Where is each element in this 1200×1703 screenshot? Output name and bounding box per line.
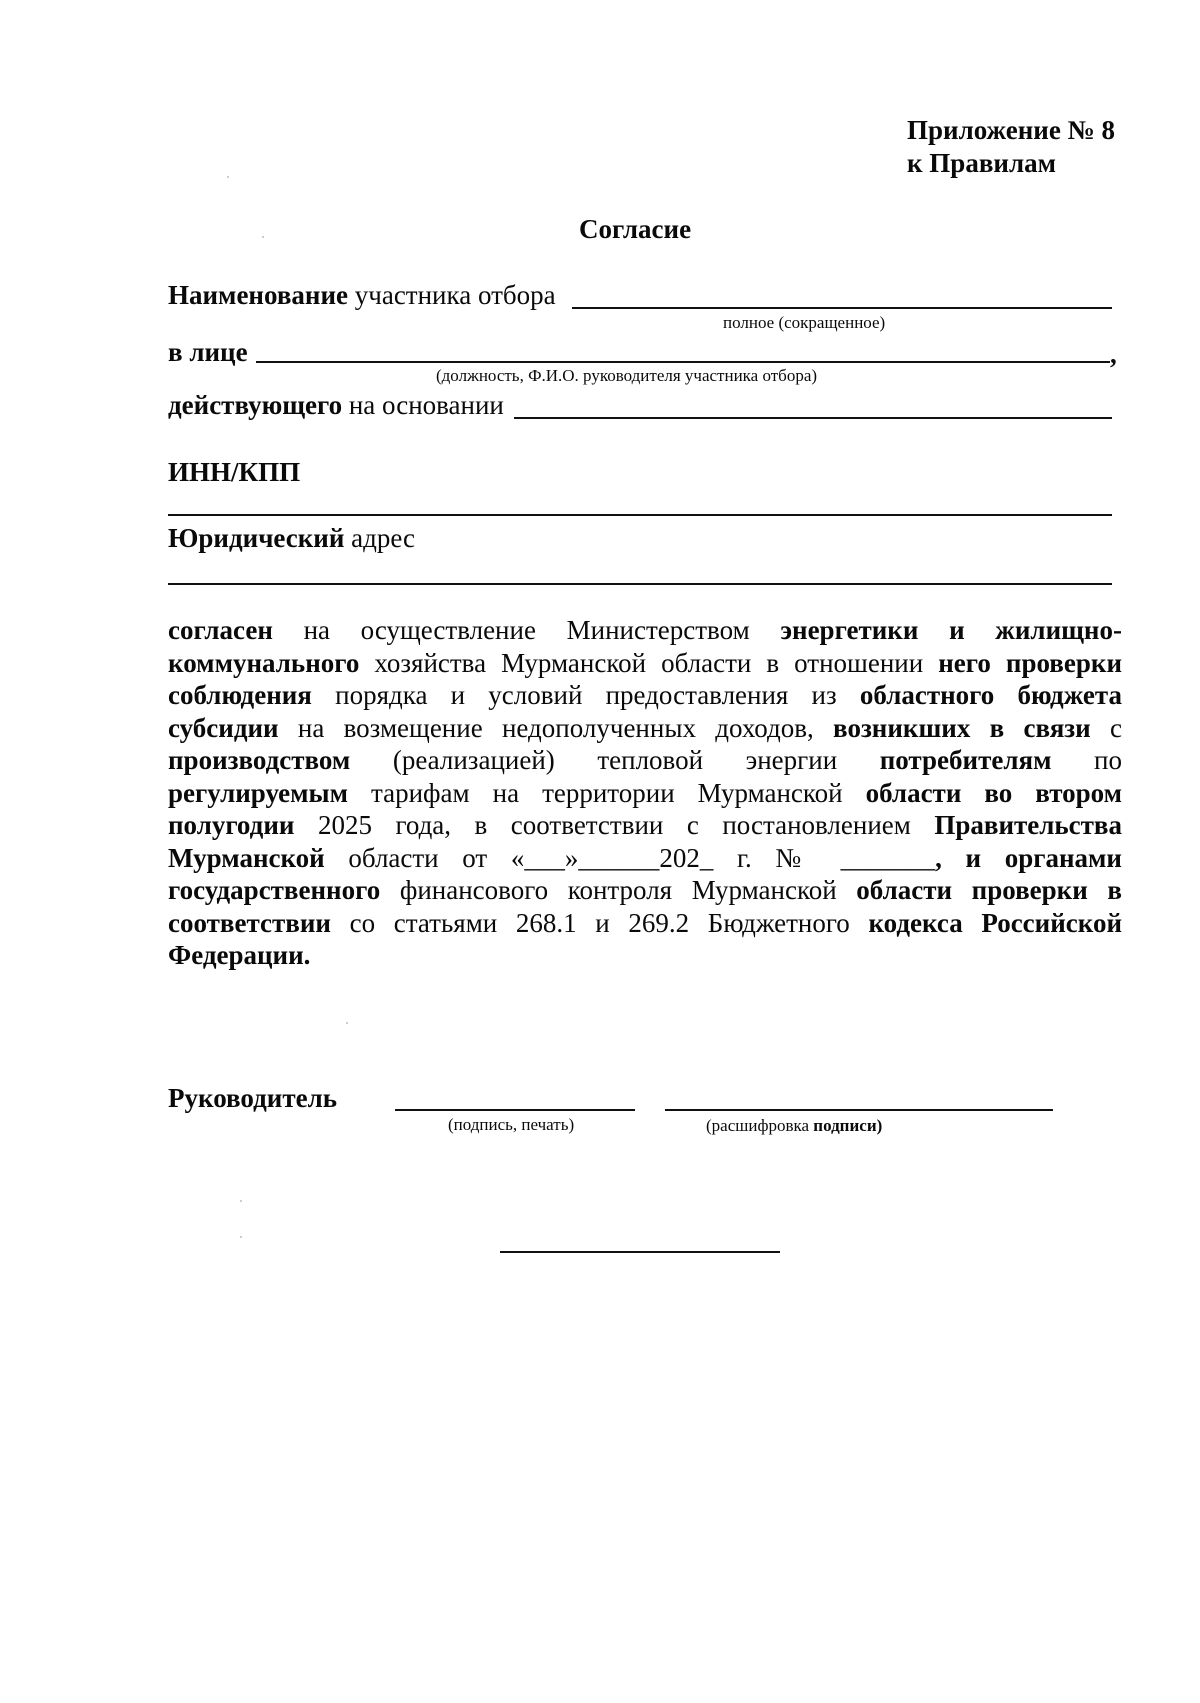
- inn-kpp-line[interactable]: [168, 514, 1112, 516]
- consent-text: (реализацией) тепловой энергии: [350, 745, 880, 775]
- appendix-rules: к Правилам: [907, 148, 1057, 178]
- scan-speck: [227, 176, 229, 178]
- basis-label-bold: действующего: [168, 390, 343, 420]
- consent-text-bold: областного бюджета субсидии: [168, 680, 1122, 743]
- consent-text: области от «___»______202_ г. № _______: [324, 842, 936, 873]
- consent-text-bold: энергетики и жилищно-коммунального: [168, 615, 1122, 678]
- consent-paragraph: [168, 614, 1122, 972]
- person-line[interactable]: [256, 361, 1110, 363]
- person-comma: ,: [1110, 339, 1117, 369]
- person-label: в лице: [168, 337, 248, 367]
- scan-speck: [262, 236, 264, 238]
- consent-text-bold: Правительства Мурманской: [168, 810, 1122, 873]
- consent-text: хозяйства Мурманской области в отношении: [359, 647, 939, 678]
- consent-text-bold: потребителям: [879, 745, 1052, 775]
- participant-label-rest: участника отбора: [348, 280, 556, 310]
- consent-text-bold: него проверки соблюдения: [168, 647, 1123, 710]
- consent-text: 2025 года, в соответствии с постановлением: [294, 810, 935, 840]
- consent-text: со статьями 268.1 и 269.2 Бюджетного: [331, 907, 869, 938]
- head-label: Руководитель: [168, 1083, 338, 1113]
- document-title: Согласие: [579, 214, 692, 244]
- inn-kpp-label: ИНН/КПП: [168, 457, 301, 487]
- basis-label: [168, 389, 504, 421]
- consent-text: по: [1051, 745, 1122, 775]
- address-label-rest: адрес: [344, 523, 416, 553]
- scan-speck: [346, 1022, 348, 1024]
- participant-name-label: [168, 279, 556, 311]
- signature-decode-line[interactable]: [665, 1109, 1053, 1111]
- participant-label-bold: Наименование: [168, 280, 348, 310]
- consent-text: на возмещение недополученных доходов,: [278, 712, 834, 743]
- consent-text: тарифам на территории Мурманской: [347, 777, 866, 808]
- basis-line[interactable]: [514, 417, 1112, 419]
- consent-text: порядка и условий предоставления из: [311, 680, 860, 710]
- consent-text-bold: области проверки в соответствии: [168, 875, 1122, 938]
- consent-text-bold: регулируемым: [168, 777, 348, 808]
- signature-decode-hint: [706, 1116, 882, 1136]
- signature-hint: (подпись, печать): [448, 1115, 575, 1134]
- legal-address-line[interactable]: [168, 583, 1112, 585]
- basis-label-rest: на основании: [342, 390, 504, 420]
- consent-text-bold: области во втором полугодии: [168, 777, 1122, 840]
- closing-separator: [500, 1251, 780, 1253]
- decode-hint-bold: подписи): [813, 1116, 883, 1135]
- signature-line[interactable]: [395, 1109, 635, 1111]
- legal-address-label: [168, 522, 415, 554]
- participant-name-hint: полное (сокращенное): [723, 313, 886, 332]
- consent-text-bold: кодекса Российской Федерации.: [168, 907, 1123, 970]
- person-hint: (должность, Ф.И.О. руководителя участника отбора): [436, 366, 818, 385]
- consent-text: на осуществление Министерством: [272, 615, 781, 645]
- decode-hint-normal: (расшифровка: [706, 1116, 814, 1135]
- address-label-bold: Юридический: [168, 523, 345, 553]
- participant-name-line[interactable]: [572, 307, 1112, 309]
- appendix-number: Приложение № 8: [907, 115, 1115, 145]
- consent-text: с: [1090, 712, 1122, 743]
- scan-speck: [240, 1200, 242, 1202]
- consent-text: финансового контроля Мурманской: [380, 875, 857, 905]
- consent-text-bold: согласен: [168, 615, 273, 645]
- scan-speck: [240, 1236, 242, 1238]
- consent-text-bold: производством: [168, 745, 351, 775]
- consent-text-bold: возникших в связи: [833, 712, 1091, 743]
- consent-text-bold: , и органами государственного: [168, 842, 1122, 905]
